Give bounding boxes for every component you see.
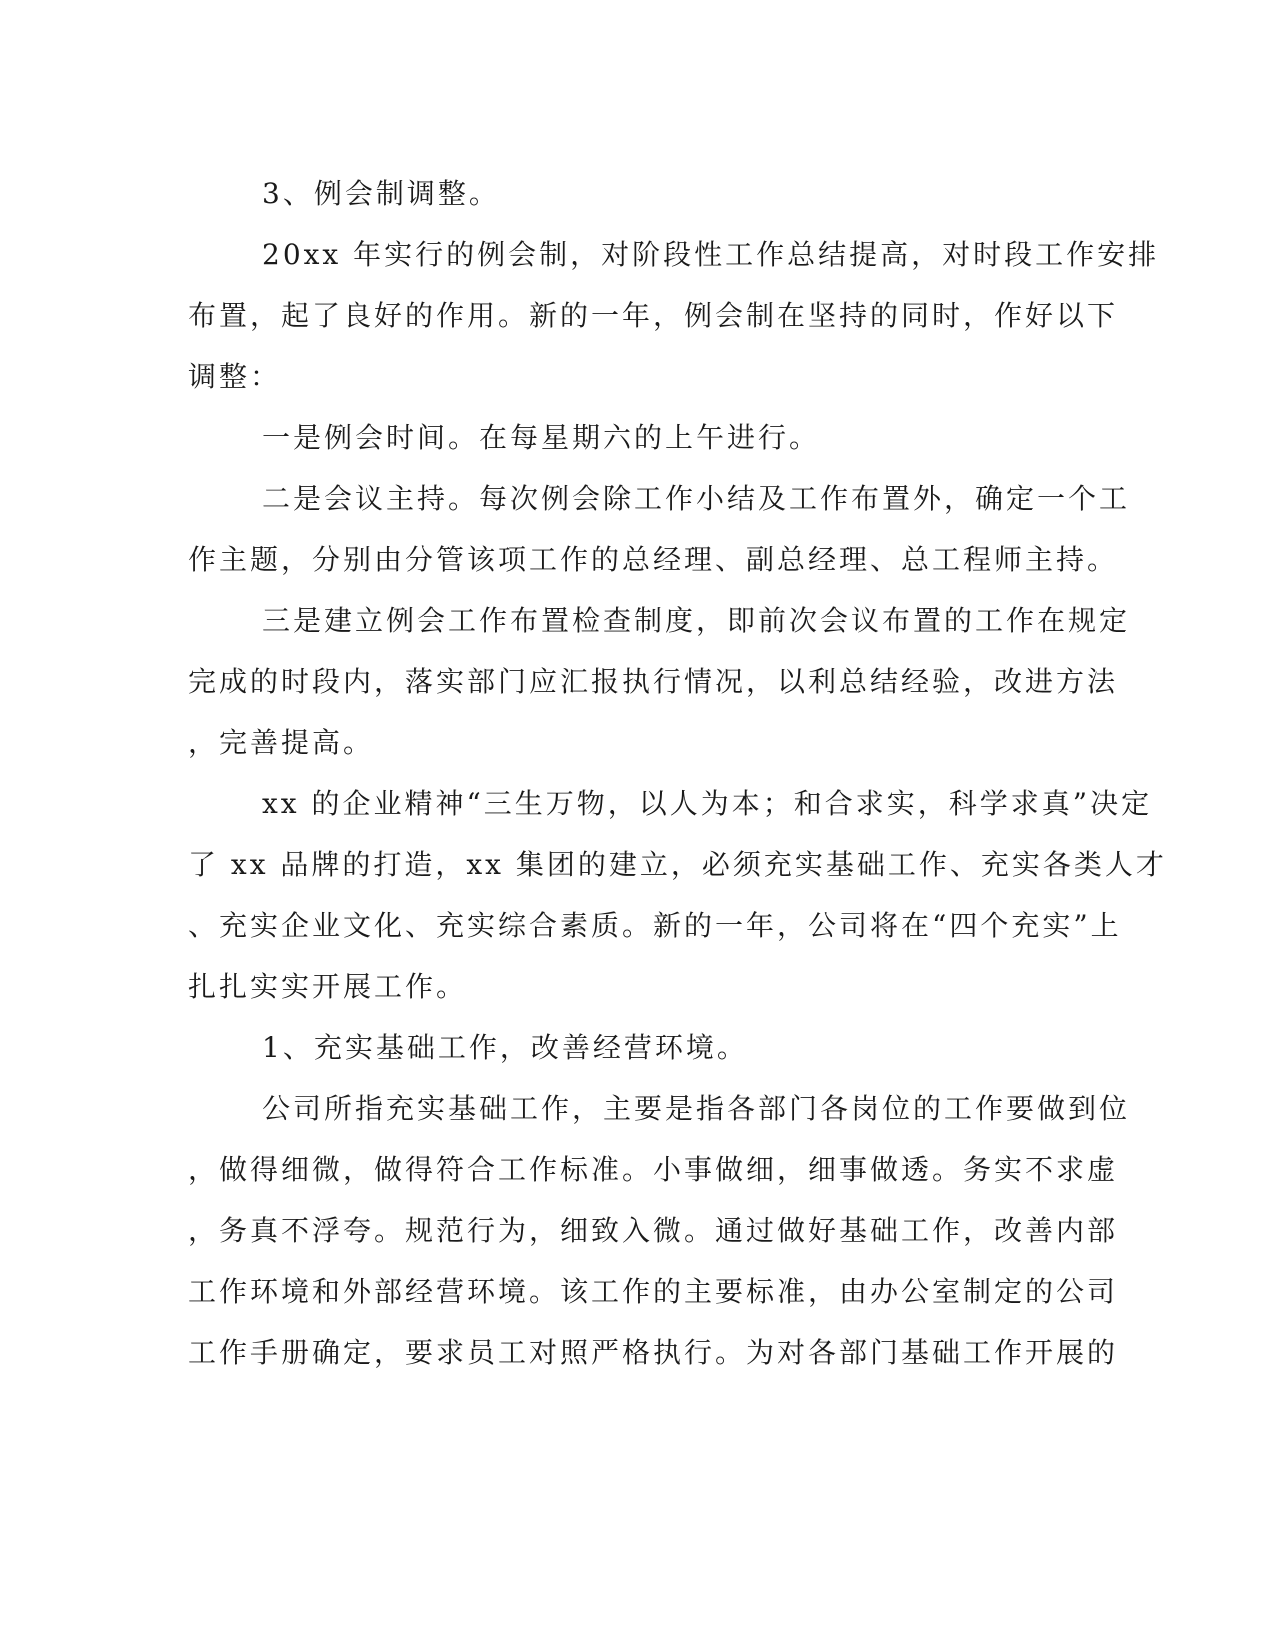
text-line: 工作手册确定，要求员工对照严格执行。为对各部门基础工作开展的	[188, 1336, 1119, 1369]
text-line: ，做得细微，做得符合工作标准。小事做细，细事做透。务实不求虚	[188, 1153, 1119, 1186]
text-line: 三是建立例会工作布置检查制度，即前次会议布置的工作在规定	[262, 604, 1131, 637]
text-line: 了 xx 品牌的打造，xx 集团的建立，必须充实基础工作、充实各类人才	[188, 848, 1167, 881]
text-line: 一是例会时间。在每星期六的上午进行。	[262, 421, 821, 454]
text-line: ，完善提高。	[188, 726, 375, 759]
text-line: 二是会议主持。每次例会除工作小结及工作布置外，确定一个工	[262, 482, 1131, 515]
text-line: 3、例会制调整。	[262, 177, 500, 210]
text-line: 调整：	[188, 360, 282, 393]
text-line: 作主题，分别由分管该项工作的总经理、副总经理、总工程师主持。	[188, 543, 1119, 576]
text-line: ，务真不浮夸。规范行为，细致入微。通过做好基础工作，改善内部	[188, 1214, 1119, 1247]
text-line: 1、充实基础工作，改善经营环境。	[262, 1031, 748, 1064]
text-line: 工作环境和外部经营环境。该工作的主要标准，由办公室制定的公司	[188, 1275, 1119, 1308]
text-line: 完成的时段内，落实部门应汇报执行情况，以利总结经验，改进方法	[188, 665, 1119, 698]
text-line: 、充实企业文化、充实综合素质。新的一年，公司将在“四个充实”上	[188, 909, 1122, 942]
text-line: 扎扎实实开展工作。	[188, 970, 468, 1003]
text-line: 布置，起了良好的作用。新的一年，例会制在坚持的同时，作好以下	[188, 299, 1119, 332]
text-line: 公司所指充实基础工作，主要是指各部门各岗位的工作要做到位	[262, 1092, 1131, 1125]
text-line: xx 的企业精神“三生万物，以人为本；和合求实，科学求真”决定	[262, 787, 1153, 820]
text-line: 20xx 年实行的例会制，对阶段性工作总结提高，对时段工作安排	[262, 238, 1160, 271]
document-body	[188, 163, 1167, 1383]
